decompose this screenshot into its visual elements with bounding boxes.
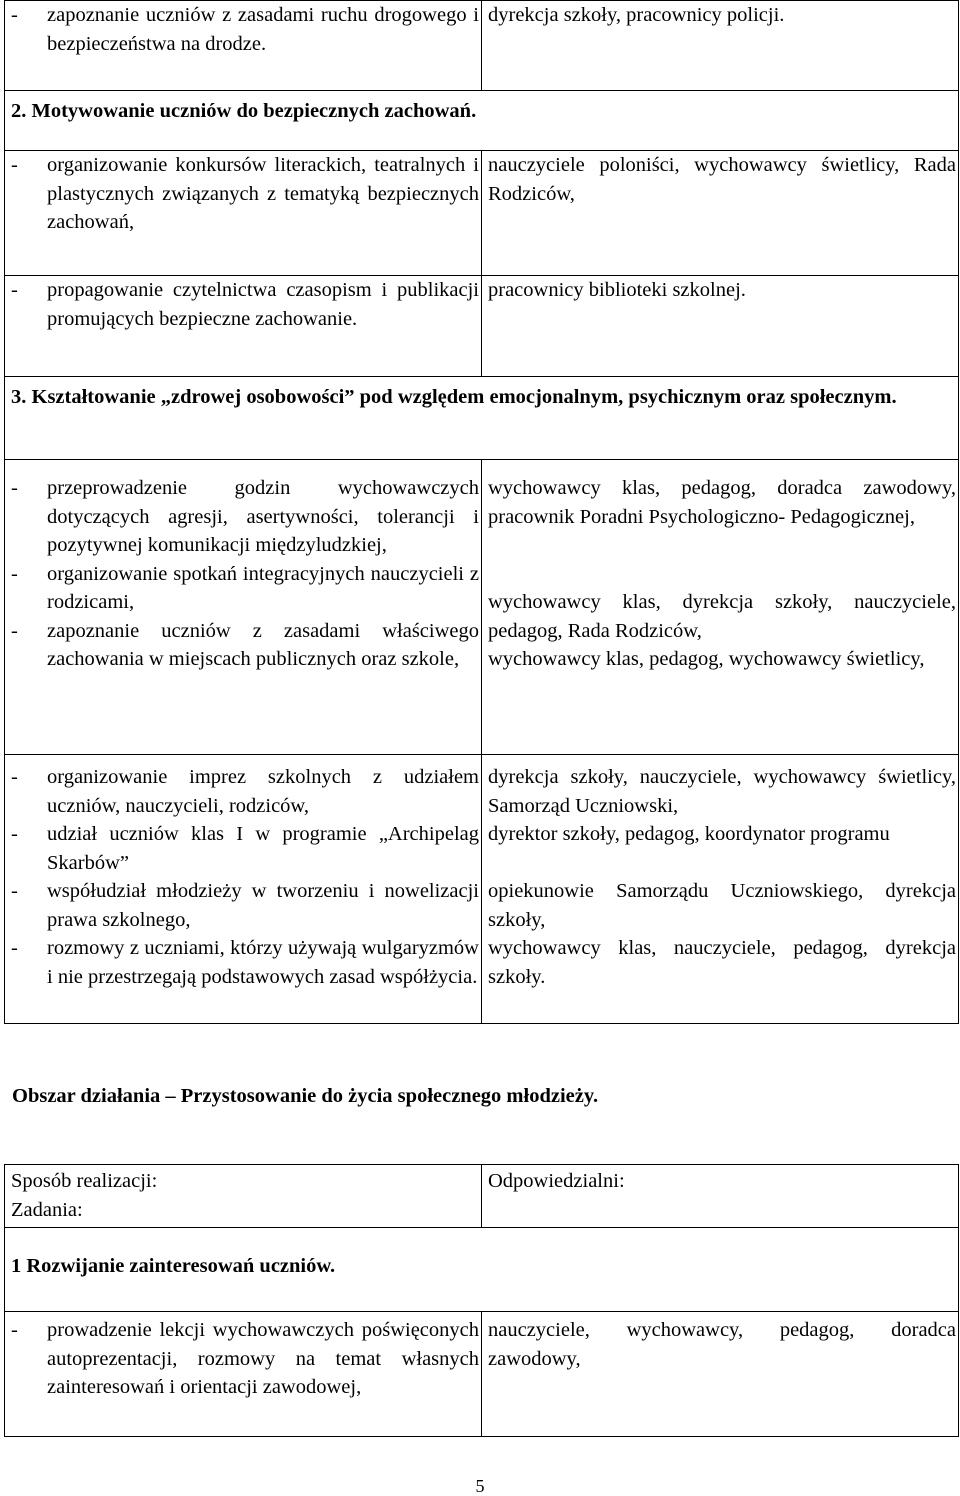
task-text: współudział młodzieży w tworzeniu i nowelizacji prawa szkolnego,: [47, 880, 479, 931]
responsible-text: wychowawcy klas, pedagog, wychowawcy świetlicy,: [488, 648, 925, 670]
task-text: udział uczniów klas I w programie „Archipelag Skarbów”: [47, 823, 479, 874]
section-heading-cell: [5, 1228, 959, 1312]
table-cell: [482, 460, 959, 755]
column-header: Sposób realizacji:: [11, 1170, 158, 1192]
table-row: [5, 91, 959, 151]
task-text: przeprowadzenie godzin wychowawczych dotyczących agresji, asertywności, tolerancji i pozytywnej komunikacji międzyludzkiej,: [47, 477, 479, 556]
table-row: [5, 151, 959, 276]
responsible-text: dyrektor szkoły, pedagog, koordynator programu: [488, 823, 890, 845]
table-cell: [482, 755, 959, 1024]
tasks-table-upper: [4, 0, 959, 1024]
table-row: [5, 460, 959, 755]
table-row: [5, 276, 959, 377]
task-text: propagowanie czytelnictwa czasopism i publikacji promujących bezpieczne zachowanie.: [47, 279, 479, 330]
section-heading-cell: [5, 377, 959, 460]
table-cell: [482, 1, 959, 91]
task-text: organizowanie imprez szkolnych z udziałem uczniów, nauczycieli, rodziców,: [47, 766, 479, 817]
section-title: Obszar działania – Przystosowanie do życia społecznego młodzieży.: [12, 1085, 599, 1107]
section-heading: 3. Kształtowanie „zdrowej osobowości” pod względem emocjonalnym, psychicznym oraz społecznym.: [11, 386, 897, 408]
column-header: Zadania:: [11, 1198, 83, 1221]
task-text: prowadzenie lekcji wychowawczych poświęconych autoprezentacji, rozmowy na temat własnych zainteresowań i orientacji zawodowej,: [47, 1319, 479, 1398]
column-header: Odpowiedzialni:: [488, 1170, 625, 1192]
table-header-cell: [5, 1165, 482, 1228]
table-cell: - prowadzenie lekcji wychowawczych poświęconych autoprezentacji, rozmowy na temat własnych zainteresowań i orientacji zawodowej,: [5, 1312, 482, 1437]
responsible-text: wychowawcy klas, dyrekcja szkoły, nauczyciele, pedagog, Rada Rodziców,: [488, 591, 956, 642]
responsible-text: dyrekcja szkoły, pracownicy policji.: [488, 4, 785, 26]
table-cell: - organizowanie imprez szkolnych z udziałem uczniów, nauczycieli, rodziców, - udział uczniów klas I w programie „Archipelag Skarbów” - współudział młodzieży w tworzeniu i nowelizacji prawa szkolnego, - rozmowy z uczniami, którzy używają wulgaryzmów i nie przestrzegają podstawowych zasad współżycia.: [5, 755, 482, 1024]
task-text: zapoznanie uczniów z zasadami ruchu drogowego i bezpieczeństwa na drodze.: [47, 4, 479, 55]
table-cell: - organizowanie konkursów literackich, teatralnych i plastycznych związanych z tematyką bezpiecznych zachowań,: [5, 151, 482, 276]
task-text: organizowanie konkursów literackich, teatralnych i plastycznych związanych z tematyką bezpiecznych zachowań,: [47, 154, 479, 233]
task-text: organizowanie spotkań integracyjnych nauczycieli z rodzicami,: [47, 562, 479, 613]
table-cell: - przeprowadzenie godzin wychowawczych dotyczących agresji, asertywności, tolerancji i pozytywnej komunikacji międzyludzkiej, - organizowanie spotkań integracyjnych nauczycieli z rodzicami, - zapoznanie uczniów z zasadami właściwego zachowania w miejscach publicznych oraz szkole,: [5, 460, 482, 755]
table-row: [5, 1, 959, 91]
table-cell: [482, 276, 959, 377]
table-cell: - zapoznanie uczniów z zasadami ruchu drogowego i bezpieczeństwa na drodze.: [5, 1, 482, 91]
task-text: rozmowy z uczniami, którzy używają wulgaryzmów i nie przestrzegają podstawowych zasad współżycia.: [47, 937, 479, 988]
responsible-text: wychowawcy klas, nauczyciele, pedagog, dyrekcja szkoły.: [488, 937, 956, 988]
table-row: [5, 1228, 959, 1312]
responsible-text: nauczyciele poloniści, wychowawcy świetlicy, Rada Rodziców,: [488, 154, 956, 205]
table-row: [5, 1312, 959, 1437]
task-text: zapoznanie uczniów z zasadami właściwego zachowania w miejscach publicznych oraz szkole,: [47, 619, 479, 670]
table-cell: [482, 1312, 959, 1437]
table-cell: [482, 151, 959, 276]
section-heading: 2. Motywowanie uczniów do bezpiecznych zachowań.: [11, 100, 477, 122]
responsible-text: nauczyciele, wychowawcy, pedagog, doradca zawodowy,: [488, 1319, 956, 1370]
table-row: [5, 755, 959, 1024]
section-heading: 1 Rozwijanie zainteresowań uczniów.: [11, 1255, 336, 1277]
table-cell: - propagowanie czytelnictwa czasopism i publikacji promujących bezpieczne zachowanie.: [5, 276, 482, 377]
tasks-table-lower: [4, 1164, 959, 1437]
table-row: [5, 377, 959, 460]
table-header-cell: [482, 1165, 959, 1228]
responsible-text: wychowawcy klas, pedagog, doradca zawodowy, pracownik Poradni Psychologiczno- Pedagogicznej,: [488, 477, 956, 528]
responsible-text: opiekunowie Samorządu Uczniowskiego, dyrekcja szkoły,: [488, 880, 956, 931]
page-number: 5: [475, 1476, 485, 1496]
table-row: [5, 1165, 959, 1228]
section-heading-cell: [5, 91, 959, 151]
responsible-text: dyrekcja szkoły, nauczyciele, wychowawcy świetlicy, Samorząd Uczniowski,: [488, 766, 956, 817]
responsible-text: pracownicy biblioteki szkolnej.: [488, 279, 746, 301]
